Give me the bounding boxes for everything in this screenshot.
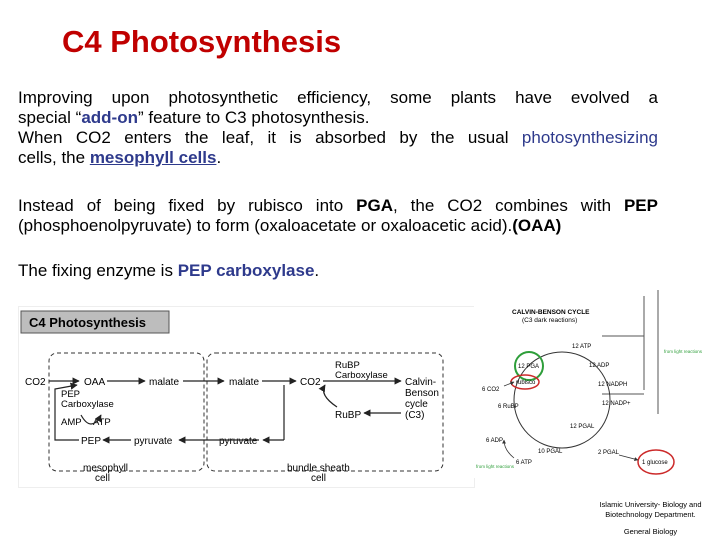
- nadp12-label: 12 NADP+: [602, 401, 631, 407]
- light-reaction-bracket: [644, 290, 658, 414]
- intro-line-1: Improving upon photosynthetic efficiency, some plants have evolved a: [18, 88, 658, 107]
- rubp6-label: 6 RuBP: [498, 404, 519, 410]
- pep-label: PEP: [81, 436, 102, 447]
- intro-text: cells, the: [18, 148, 90, 167]
- from-light-label-1: from light reactions: [664, 349, 703, 354]
- oaa-label: OAA: [84, 377, 106, 388]
- c4-pathway-diagram: [18, 306, 475, 488]
- fixation-text: (phosphoenolpyruvate) to form (oxaloacetate or oxaloacetic acid).: [18, 216, 513, 235]
- slide-title: C4 Photosynthesis: [62, 24, 342, 59]
- rubp-carboxylase-label-2: Carboxylase: [335, 370, 388, 381]
- pgal2-label: 2 PGAL: [598, 450, 620, 456]
- pyruvate-bundle-label: pyruvate: [219, 436, 258, 447]
- pgal12-label: 12 PGAL: [570, 424, 595, 430]
- malate-mesophyll-label: malate: [149, 377, 180, 388]
- intro-line-3: [18, 128, 658, 148]
- co2-6-label: 6 CO2: [482, 387, 500, 393]
- cycle-title-2: (C3 dark reactions): [522, 317, 578, 324]
- mesophyll-cells-term: mesophyll cells: [89, 148, 217, 167]
- footer-course: General Biology: [623, 527, 678, 536]
- calvin-label-2: Benson: [405, 388, 439, 399]
- footer-institution: [588, 500, 713, 520]
- pga-term: PGA: [356, 196, 393, 215]
- rubp-label: RuBP: [335, 410, 362, 421]
- enzyme-text: .: [314, 261, 320, 280]
- fixation-text: , the CO2 combines with: [393, 196, 624, 215]
- enzyme-text: The fixing enzyme is: [18, 261, 178, 280]
- paragraph-fixation: [18, 196, 658, 236]
- co2-mid-label: CO2: [300, 377, 321, 388]
- footer-line-1: Islamic University- Biology and: [599, 500, 702, 509]
- nadph12-label: 12 NADPH: [598, 382, 628, 388]
- paragraph-enzyme: [18, 261, 658, 281]
- paragraph-intro: [18, 88, 658, 168]
- adp6-label: 6 ADP: [486, 438, 504, 444]
- atp6-label: 6 ATP: [516, 460, 532, 466]
- pgal10-label: 10 PGAL: [538, 449, 563, 455]
- adp12-label: 12 ADP: [589, 363, 610, 369]
- calvin-label-3: cycle: [405, 399, 428, 410]
- from-light-label-2: from light reactions: [476, 464, 515, 469]
- mesophyll-label-1: mesophyll: [83, 463, 129, 474]
- footer-line-2: Biotechnology Department.: [605, 510, 696, 519]
- pep-carboxylase-term: PEP carboxylase: [177, 261, 315, 280]
- intro-line-2: [18, 108, 370, 127]
- pep-carboxylase-label-1: PEP: [61, 389, 81, 400]
- atp-label: ATP: [93, 417, 111, 428]
- glucose-label: 1 glucose: [642, 460, 668, 466]
- mesophyll-cell-box: [49, 353, 204, 471]
- intro-line-4: [18, 148, 221, 167]
- calvin-cycle-diagram: [474, 290, 704, 478]
- fixation-text: Instead of being fixed by rubisco into: [18, 196, 357, 215]
- bundle-sheath-label-2: cell: [311, 473, 327, 484]
- photosynthesizing-term: photosynthesizing: [521, 128, 658, 147]
- cycle-title-1: CALVIN-BENSON CYCLE: [512, 309, 590, 316]
- rubisco-label: rubisco: [516, 380, 536, 386]
- amp-label: AMP: [61, 417, 82, 428]
- mesophyll-label-2: cell: [95, 473, 111, 484]
- pga12-label: 12 PGA: [518, 364, 540, 370]
- diagram-header: C4 Photosynthesis: [29, 315, 147, 330]
- atp12-label: 12 ATP: [572, 344, 592, 350]
- pep-carboxylase-label-2: Carboxylase: [61, 399, 114, 410]
- pyruvate-mesophyll-label: pyruvate: [134, 436, 173, 447]
- pep-term: PEP: [623, 196, 658, 215]
- intro-text: special “: [18, 108, 82, 127]
- intro-text: When CO2 enters the leaf, it is absorbed by the usual: [18, 128, 522, 147]
- rubp-carboxylase-label-1: RuBP: [335, 360, 360, 371]
- intro-text: .: [216, 148, 222, 167]
- co2-left-label: CO2: [25, 377, 46, 388]
- fixation-line-2: [18, 216, 561, 235]
- calvin-label-4: (C3): [405, 410, 425, 421]
- oaa-term: (OAA): [512, 216, 562, 235]
- calvin-label-1: Calvin-: [405, 377, 437, 388]
- add-on-term: add-on: [81, 108, 138, 127]
- fixation-line-1: [18, 196, 658, 216]
- intro-text: ” feature to C3 photosynthesis.: [137, 108, 370, 127]
- malate-bundle-label: malate: [229, 377, 260, 388]
- bundle-sheath-label-1: bundle sheath: [287, 463, 350, 474]
